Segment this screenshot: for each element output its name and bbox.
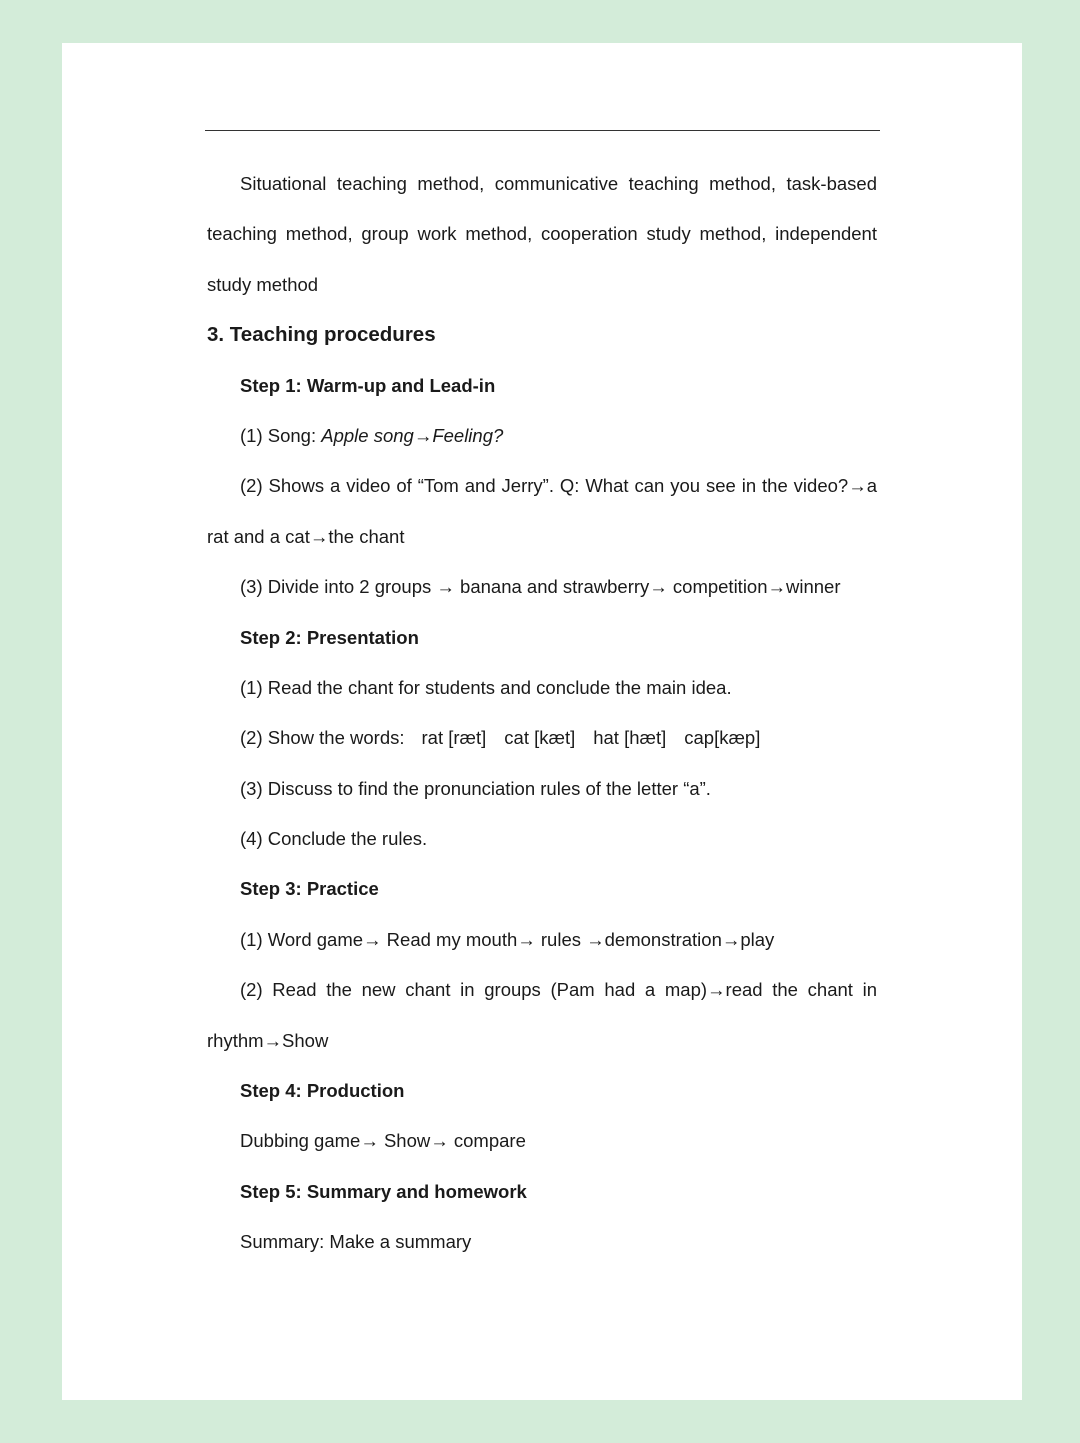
step2-item-1: (1) Read the chant for students and conclude the main idea. <box>240 676 732 698</box>
step1-item-2-line-1: (2) Shows a video of “Tom and Jerry”. Q: What can you see in the video?→a <box>240 475 877 497</box>
step5-item-1: Summary: Make a summary <box>240 1231 472 1253</box>
word-cat: cat [kæt] <box>504 727 576 749</box>
step3-item-1: (1) Word game→ Read my mouth→ rules →demonstration→play <box>240 928 775 950</box>
step1-item-2-line-2: rat and a cat→the chant <box>207 525 405 547</box>
document-content <box>207 159 877 1268</box>
step5-title: Step 5: Summary and homework <box>240 1180 527 1202</box>
step1-item-3: (3) Divide into 2 groups → banana and strawberry→ competition→winner <box>240 576 841 598</box>
step3-item-2-line-1: (2) Read the new chant in groups (Pam had a map)→read the chant in <box>240 979 877 1001</box>
step1-item-1-prefix: (1) Song: <box>240 424 322 446</box>
methods-line-3: study method <box>207 273 319 295</box>
step4-item-1: Dubbing game→ Show→ compare <box>240 1130 526 1152</box>
step2-item-3: (3) Discuss to find the pronunciation rules of the letter “a”. <box>240 777 711 799</box>
step1-item-1 <box>207 411 877 461</box>
step2-item-2 <box>207 713 877 763</box>
word-cap: cap[kæp] <box>684 727 761 749</box>
section-title: 3. Teaching procedures <box>207 323 436 347</box>
header-rule <box>205 130 880 131</box>
step3-title: Step 3: Practice <box>240 878 379 900</box>
step1-item-1-song: Apple song→Feeling? <box>321 424 504 446</box>
step1-title: Step 1: Warm-up and Lead-in <box>240 374 496 396</box>
step2-title: Step 2: Presentation <box>240 626 419 648</box>
methods-line-1: Situational teaching method, communicative teaching method, task-based <box>240 173 877 194</box>
step4-title: Step 4: Production <box>240 1080 405 1102</box>
methods-line-2: teaching method, group work method, cooperation study method, independent <box>207 223 877 245</box>
step3-item-2-line-2: rhythm→Show <box>207 1029 329 1051</box>
step2-item-2-label: (2) Show the words: <box>240 727 405 749</box>
word-rat: rat [ræt] <box>421 727 487 749</box>
step2-item-4: (4) Conclude the rules. <box>240 828 428 850</box>
document-page <box>62 43 1022 1400</box>
word-hat: hat [hæt] <box>593 727 667 749</box>
